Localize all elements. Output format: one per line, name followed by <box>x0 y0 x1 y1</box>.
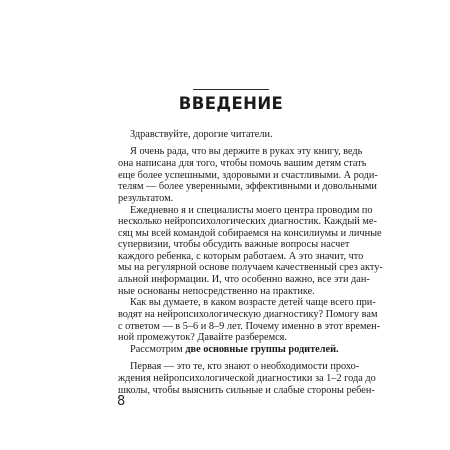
paragraph-2 <box>118 204 383 298</box>
text-line: ной промежуток? Давайте разберемся. <box>118 332 287 344</box>
text-line <box>118 344 342 356</box>
text-line: ждения нейропсихологической диагностики за 1–2 года до <box>118 372 376 384</box>
text-line: супервизии, чтобы обсудить важные вопросы насчет <box>118 239 350 251</box>
text-run: Рассмотрим <box>130 343 186 355</box>
text-line: телям — более уверенными, эффективными и довольными <box>118 181 377 193</box>
text-line: школы, чтобы выяснить сильные и слабые стороны ребен- <box>118 384 375 396</box>
text-line: Первая — это те, кто знают о необходимости прохо- <box>130 361 360 373</box>
paragraph-1 <box>118 146 378 204</box>
text-line: Я очень рада, что вы держите в руках эту книгу, ведь <box>130 146 363 158</box>
text-line: еще более успешными, здоровыми и счастливыми. А роди- <box>118 169 378 181</box>
text-line: каждого ребенка, с которым работаем. А это значит, что <box>118 250 364 262</box>
page-number: 8 <box>117 394 126 409</box>
text-line: Ежедневно я и специалисты моего центра проводим по <box>130 204 373 216</box>
text-line: она написана для того, чтобы помочь вашим детям стать <box>118 158 367 170</box>
greeting-paragraph <box>118 129 342 141</box>
text-line: мы на регулярной основе получаем качественный срез акту- <box>118 262 383 274</box>
text-line: с ответом — в 5–6 и 8–9 лет. Почему именно в этот времен- <box>118 320 381 332</box>
text-line: водят на нейропсихологическую диагностику? Помогу вам <box>118 309 378 321</box>
text-line: результатом. <box>118 192 174 204</box>
chapter-heading: ВВЕДЕНИЕ <box>178 94 284 113</box>
heading-rule <box>193 89 269 90</box>
bold-text-run: две основные группы родителей. <box>185 343 339 355</box>
text-line: ные основаны непосредственно на практике. <box>118 285 315 297</box>
text-line: несколько нейропсихологических диагностик. Каждый ме- <box>118 216 377 228</box>
text-line: Как вы думаете, в каком возрасте детей чаще всего при- <box>130 297 376 309</box>
text-line: альной информации. И, что особенно важно, все эти дан- <box>118 274 370 286</box>
text-line: Здравствуйте, дорогие читатели. <box>130 129 273 140</box>
text-line: сяц мы всей командой собираемся на консилиумы и личные <box>118 227 382 239</box>
paragraph-4 <box>118 344 342 356</box>
paragraph-3 <box>118 297 381 344</box>
paragraph-5 <box>118 361 376 396</box>
